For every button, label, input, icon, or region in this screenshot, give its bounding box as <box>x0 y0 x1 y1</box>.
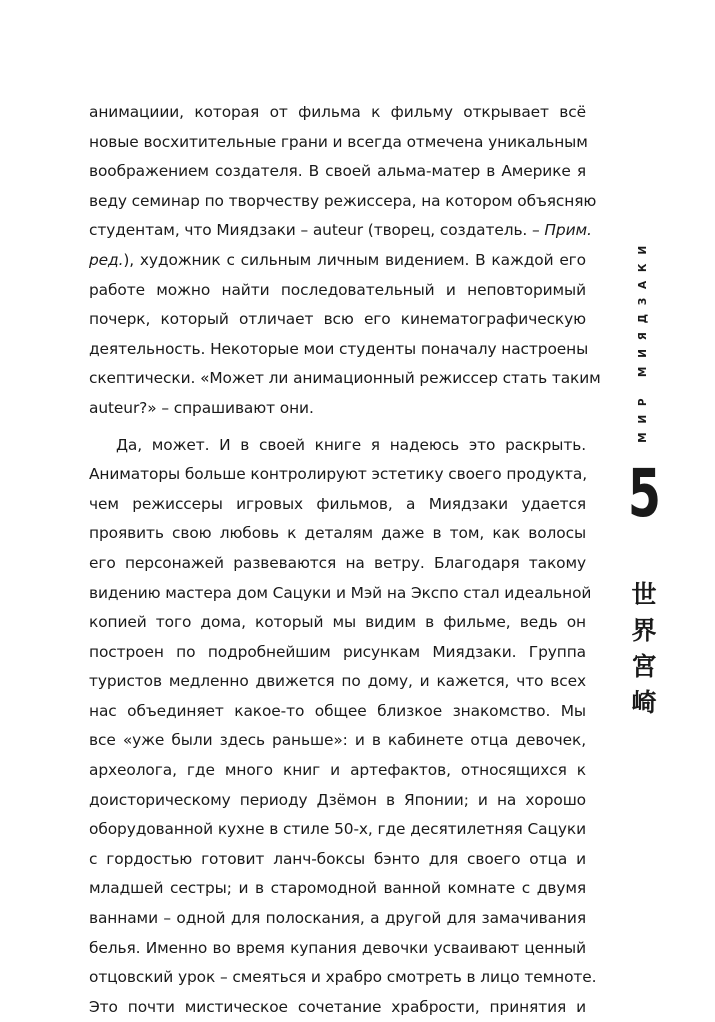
text-line: видению мастера дом Сацуки и Мэй на Экспо стал идеальной <box>89 583 592 602</box>
text-line: все «уже были здесь раньше»: и в кабинете отца девочек, <box>89 731 586 750</box>
text-line: почерк, который отличает всю его кинематографическую <box>89 310 586 329</box>
text-line: археолога, где много книг и артефактов, относящихся к <box>89 761 586 780</box>
text-line: копией того дома, который мы видим в фильме, ведь он <box>89 613 586 632</box>
text-line: деятельность. Некоторые мои студенты поначалу настроены <box>89 339 589 358</box>
text-line: скептически. «Может ли анимационный режиссер стать таким <box>89 369 601 388</box>
page-number: 5 <box>627 455 661 532</box>
text-line: белья. Именно во время купания девочки усваивают ценный <box>89 938 586 957</box>
paragraph-1 <box>89 98 601 424</box>
text-line: ваннами – одной для полоскания, а другой для замачивания <box>89 909 586 928</box>
kanji-character: 崎 <box>631 688 657 717</box>
text-line-part: ), художник с сильным личным видением. В каждой его <box>123 250 586 269</box>
text-line-with-note <box>89 216 592 246</box>
text-line: Это почти мистическое сочетание храбрости, принятия и <box>89 997 586 1016</box>
running-head-title: МИР МИЯДЗАКИ <box>637 237 650 443</box>
kanji-character: 世 <box>631 580 657 609</box>
text-line-with-note <box>89 246 586 276</box>
text-line: оборудованной кухне в стиле 50-х, где десятилетняя Сацуки <box>89 820 586 839</box>
text-line: построен по подробнейшим рисункам Миядзаки. Группа <box>89 642 586 661</box>
editor-note: Прим. <box>544 221 592 240</box>
text-line: auteur?» – спрашивают они. <box>89 398 314 417</box>
text-line: нас объединяет какое-то общее близкое знакомство. Мы <box>89 701 586 720</box>
text-line: Да, может. И в своей книге я надеюсь это раскрыть. <box>116 435 586 454</box>
text-line: доисторическому периоду Дзёмон в Японии; и на хорошо <box>89 790 586 809</box>
text-line: чем режиссеры игровых фильмов, а Миядзаки удается <box>89 494 586 513</box>
text-line: с гордостью готовит ланч-боксы бэнто для своего отца и <box>89 849 586 868</box>
kanji-title-column <box>624 577 664 721</box>
text-line: работе можно найти последовательный и неповторимый <box>89 280 586 299</box>
kanji-character: 界 <box>631 616 657 645</box>
text-line: воображением создателя. В своей альма-матер в Америке я <box>89 162 586 181</box>
editor-note-continued: ред. <box>89 250 124 269</box>
text-line: веду семинар по творчеству режиссера, на котором объясняю <box>89 191 597 210</box>
text-line: туристов медленно движется по дому, и кажется, что всех <box>89 672 586 691</box>
paragraph-2 <box>89 431 597 1022</box>
text-line: отцовский урок – смеяться и храбро смотреть в лицо темноте. <box>89 968 597 987</box>
text-line: его персонажей развеваются на ветру. Благодаря такому <box>89 553 586 572</box>
text-line: младшей сестры; и в старомодной ванной комнате с двумя <box>89 879 586 898</box>
running-head <box>636 210 650 470</box>
text-line: Аниматоры больше контролируют эстетику своего продукта, <box>89 465 588 484</box>
kanji-character: 宮 <box>631 652 657 681</box>
text-line-part: студентам, что Миядзаки – auteur (творец, создатель. – <box>89 221 545 240</box>
text-line: новые восхитительные грани и всегда отмечена уникальным <box>89 132 588 151</box>
text-line: анимациии, которая от фильма к фильму открывает всё <box>89 103 586 121</box>
text-line: проявить свою любовь к деталям даже в том, как волосы <box>89 524 586 543</box>
body-text <box>89 98 601 1022</box>
